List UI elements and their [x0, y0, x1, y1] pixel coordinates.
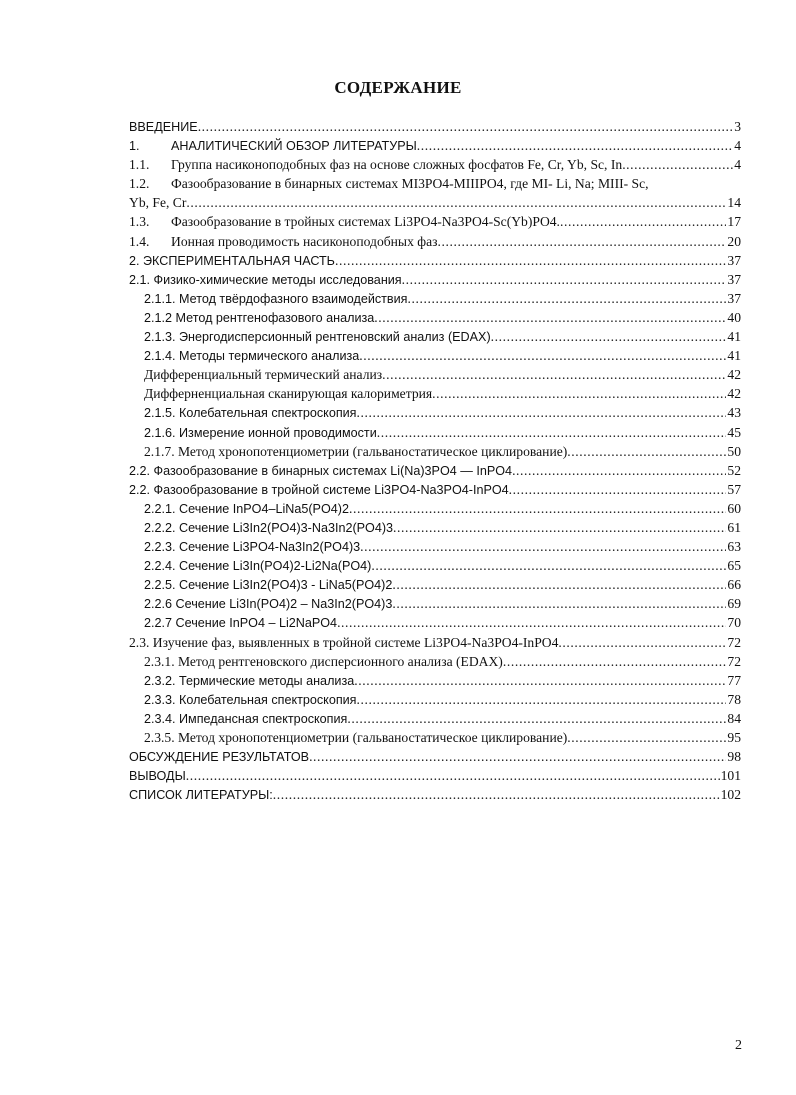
toc-entry-label: 2. ЭКСПЕРИМЕНТАЛЬНАЯ ЧАСТЬ: [129, 253, 335, 268]
dot-leader: [512, 463, 726, 479]
toc-entry-label: ВЫВОДЫ: [129, 769, 186, 784]
toc-entry-label: 2.2.7 Сечение InPO4 – Li2NaPO4: [144, 616, 338, 631]
toc-entry-page: 84: [727, 710, 741, 726]
dot-leader: [402, 272, 727, 288]
dot-leader: [309, 749, 726, 765]
toc-entry-page: 102: [720, 787, 741, 803]
toc-entry: [129, 214, 741, 233]
toc-entry-page: 101: [720, 768, 741, 784]
toc-entry-page: 72: [727, 634, 741, 650]
toc-entry-label: 2.2. Фазообразование в бинарных системах Li(Na)3PO4 — InPO4: [129, 463, 513, 478]
toc-entry-label: 2.1.5. Колебательная спектроскопия: [144, 406, 357, 421]
toc-entry-text: [144, 578, 392, 592]
toc-entry-text: [129, 464, 512, 478]
dot-leader: [186, 768, 720, 784]
dot-leader: [382, 367, 726, 383]
toc-entry-text: [129, 157, 622, 173]
toc-entry-label: 2.3. Изучение фаз, выявленных в тройной системе Li3PO4-Na3PO4-InPO4: [129, 634, 559, 650]
dot-leader: [337, 615, 726, 631]
toc-entry: [129, 787, 741, 806]
dot-leader: [509, 482, 727, 498]
toc-entry-text: [129, 254, 335, 268]
toc-entry-label: 2.2.2. Сечение Li3In2(PO4)3-Na3In2(PO4)3: [144, 520, 394, 535]
toc-entry-number: 1.: [129, 139, 140, 154]
toc-entry-text: [144, 521, 393, 535]
toc-entry: [129, 138, 741, 157]
toc-entry-page: 57: [727, 481, 741, 497]
toc-entry-label: 2.1.4. Методы термического анализа: [144, 349, 360, 364]
toc-entry-page: 20: [727, 233, 741, 249]
toc-entry-text: [144, 730, 567, 746]
dot-leader: [374, 310, 726, 326]
toc-entry: [129, 195, 741, 214]
toc-entry-page: 78: [727, 691, 741, 707]
toc-entry-text: [129, 195, 186, 211]
toc-entry-label: Yb, Fe, Cr: [129, 195, 187, 211]
toc-entry: [129, 730, 741, 749]
toc-entry: [129, 444, 741, 463]
toc-entry-label: 2.1.7. Метод хронопотенциометрии (гальваностатическое циклирование): [144, 443, 568, 459]
toc-entry-label: 2.1.2 Метод рентгенофазового анализа: [144, 310, 375, 325]
toc-entry-label: Группа насиконоподобных фаз на основе сложных фосфатов Fe, Cr, Yb, Sc, In: [171, 157, 623, 173]
toc-entry-page: 37: [727, 252, 741, 268]
toc-entry-page: 42: [727, 386, 741, 402]
toc-entry-page: 98: [727, 749, 741, 765]
toc-entry: [129, 692, 741, 711]
toc-entry-label: ОБСУЖДЕНИЕ РЕЗУЛЬТАТОВ: [129, 750, 310, 765]
toc-entry-text: [144, 426, 377, 440]
toc-entry-label: 2.1.1. Метод твёрдофазного взаимодействия: [144, 291, 408, 306]
toc-entry-label: Ионная проводимость насиконоподобных фаз: [171, 233, 438, 249]
toc-entry-page: 17: [727, 214, 741, 230]
dot-leader: [371, 558, 726, 574]
toc-entry: [129, 635, 741, 654]
toc-entry: [129, 386, 741, 405]
toc-entry-label: СПИСОК ЛИТЕРАТУРЫ:: [129, 788, 273, 803]
toc-entry-page: 14: [727, 195, 741, 211]
toc-entry-number: 1.2.: [129, 176, 150, 192]
toc-entry: [129, 405, 741, 424]
dot-leader: [407, 291, 726, 307]
dot-leader: [377, 425, 727, 441]
toc-entry: [129, 157, 741, 176]
toc-entry-text: [129, 139, 417, 153]
dot-leader: [503, 654, 727, 670]
toc-entry-text: [129, 483, 509, 497]
toc-entry-text: [144, 292, 407, 306]
toc-entry: [129, 463, 741, 482]
dot-leader: [347, 711, 726, 727]
toc-entry-label: Фазообразование в бинарных системах MI3PO4-MIIIPO4, где MI- Li, Na; MIII- Sc,: [171, 176, 649, 192]
toc-entry-label: 2.2.4. Сечение Li3In(PO4)2-Li2Na(PO4): [144, 559, 372, 574]
toc-entry-text: [144, 674, 354, 688]
dot-leader: [558, 635, 726, 651]
toc-entry-page: 72: [727, 653, 741, 669]
toc-entry-page: 4: [734, 138, 741, 154]
toc-entry: [129, 176, 741, 195]
dot-leader: [392, 596, 726, 612]
toc-entry-label: АНАЛИТИЧЕСКИЙ ОБЗОР ЛИТЕРАТУРЫ: [171, 139, 417, 154]
toc-entry-text: [144, 349, 359, 363]
toc-entry: [129, 501, 741, 520]
toc-entry-label: 2.2. Фазообразование в тройной системе Li3PO4-Na3PO4-InPO4: [129, 482, 509, 497]
page-number: 2: [735, 1038, 742, 1053]
toc-entry: [129, 520, 741, 539]
toc-entry-text: [144, 559, 371, 573]
dot-leader: [335, 253, 726, 269]
toc-entry-text: [129, 750, 309, 764]
toc-entry-label: 2.1.3. Энергодисперсионный рентгеновский анализ (EDAX): [144, 330, 491, 345]
toc-entry-page: 95: [727, 730, 741, 745]
toc-entry-text: [144, 406, 357, 420]
toc-entry: [129, 329, 741, 348]
toc-entry-text: [129, 788, 273, 802]
toc-entry-text: [144, 693, 357, 707]
table-of-contents: [129, 119, 741, 806]
toc-entry-label: Дифферненциальная сканирующая калориметрия: [144, 386, 433, 402]
toc-entry-text: [144, 330, 491, 344]
dot-leader: [359, 348, 726, 364]
dot-leader: [360, 539, 726, 555]
dot-leader: [560, 214, 726, 230]
toc-entry: [129, 768, 741, 787]
toc-entry-number: 1.3.: [129, 214, 150, 230]
toc-entry-label: 2.2.5. Сечение Li3In2(PO4)3 - LiNa5(PO4)2: [144, 578, 393, 593]
toc-entry-label: 2.3.5. Метод хронопотенциометрии (гальваностатическое циклирование): [144, 730, 568, 745]
toc-entry-label: 2.2.1. Сечение InPO4–LiNa5(PO4)2: [144, 501, 349, 516]
toc-entry: [129, 291, 741, 310]
toc-entry-page: 45: [727, 424, 741, 440]
dot-leader: [393, 520, 726, 536]
toc-entry: [129, 425, 741, 444]
dot-leader: [357, 405, 727, 421]
toc-entry-page: 50: [727, 443, 741, 459]
dot-leader: [491, 329, 727, 345]
dot-leader: [273, 787, 720, 803]
toc-entry-text: [144, 502, 349, 516]
toc-entry-page: 66: [727, 577, 741, 593]
toc-entry-label: 2.1.6. Измерение ионной проводимости: [144, 425, 377, 440]
toc-entry: [129, 673, 741, 692]
toc-entry: [129, 596, 741, 615]
dot-leader: [432, 386, 726, 402]
toc-entry-label: 2.2.6 Сечение Li3In(PO4)2 – Na3In2(PO4)3: [144, 597, 393, 612]
toc-entry-label: 2.3.1. Метод рентгеновского дисперсионного анализа (EDAX): [144, 653, 503, 669]
toc-entry-page: 40: [727, 309, 741, 325]
toc-entry-label: 2.3.4. Импедансная спектроскопия: [144, 711, 348, 726]
toc-entry-page: 4: [734, 157, 741, 173]
toc-entry-page: 37: [727, 290, 741, 306]
toc-entry-text: [144, 444, 567, 460]
toc-entry: [129, 253, 741, 272]
toc-entry: [129, 654, 741, 673]
toc-entry-page: 41: [727, 329, 741, 345]
dot-leader: [354, 673, 726, 689]
dot-leader: [567, 444, 726, 460]
dot-leader: [186, 195, 726, 211]
toc-entry-page: 41: [727, 348, 741, 364]
toc-entry-text: [129, 176, 649, 192]
toc-entry-page: 69: [727, 596, 741, 612]
toc-entry-text: [144, 712, 347, 726]
dot-leader: [392, 577, 726, 593]
toc-entry-label: 2.1. Физико-химические методы исследования: [129, 272, 402, 287]
toc-entry-page: 3: [734, 119, 741, 134]
toc-entry-page: 42: [727, 367, 741, 383]
toc-entry: [129, 577, 741, 596]
toc-entry: [129, 749, 741, 768]
toc-entry-page: 52: [727, 462, 741, 478]
toc-entry-text: [144, 654, 503, 670]
toc-entry-page: 63: [727, 539, 741, 555]
toc-entry: [129, 711, 741, 730]
dot-leader: [198, 119, 734, 135]
toc-entry-label: 2.3.3. Колебательная спектроскопия: [144, 692, 357, 707]
toc-entry-page: 77: [727, 672, 741, 688]
dot-leader: [349, 501, 726, 517]
toc-entry-text: [129, 635, 558, 651]
toc-entry-label: Фазообразование в тройных системах Li3PO4-Na3PO4-Sc(Yb)PO4.: [171, 214, 560, 230]
toc-entry: [129, 482, 741, 501]
toc-entry-page: 43: [727, 405, 741, 421]
toc-entry-page: 37: [727, 271, 741, 287]
toc-entry-page: 70: [727, 615, 741, 631]
toc-entry-page: 60: [727, 500, 741, 516]
toc-entry-text: [129, 214, 560, 230]
toc-entry-text: [129, 120, 198, 134]
toc-entry-label: ВВЕДЕНИЕ: [129, 120, 198, 134]
toc-entry-text: [144, 311, 374, 325]
toc-entry-text: [129, 769, 186, 783]
toc-entry-text: [144, 367, 382, 383]
toc-entry-text: [129, 234, 437, 250]
toc-entry: [129, 539, 741, 558]
toc-entry: [129, 234, 741, 253]
toc-entry-text: [129, 273, 402, 287]
toc-entry-text: [144, 386, 432, 402]
dot-leader: [357, 692, 727, 708]
toc-entry: [129, 558, 741, 577]
toc-entry-number: 1.1.: [129, 157, 150, 173]
toc-entry: [129, 348, 741, 367]
toc-entry: [129, 310, 741, 329]
toc-entry-text: [144, 597, 392, 611]
toc-entry-label: 2.3.2. Термические методы анализа: [144, 673, 355, 688]
dot-leader: [567, 730, 726, 746]
toc-entry-text: [144, 616, 337, 630]
dot-leader: [437, 234, 726, 250]
page-title: СОДЕРЖАНИЕ: [334, 78, 462, 97]
toc-entry: [129, 119, 741, 138]
toc-entry-number: 1.4.: [129, 233, 150, 249]
toc-entry-page: 61: [727, 519, 741, 535]
toc-entry: [129, 367, 741, 386]
toc-entry: [129, 615, 741, 634]
toc-entry-text: [144, 540, 360, 554]
toc-entry-page: 65: [727, 558, 741, 574]
toc-entry: [129, 272, 741, 291]
toc-entry-label: Дифференциальный термический анализ: [144, 367, 383, 383]
dot-leader: [417, 138, 733, 154]
dot-leader: [622, 157, 733, 173]
toc-entry-label: 2.2.3. Сечение Li3PO4-Na3In2(PO4)3: [144, 540, 361, 555]
